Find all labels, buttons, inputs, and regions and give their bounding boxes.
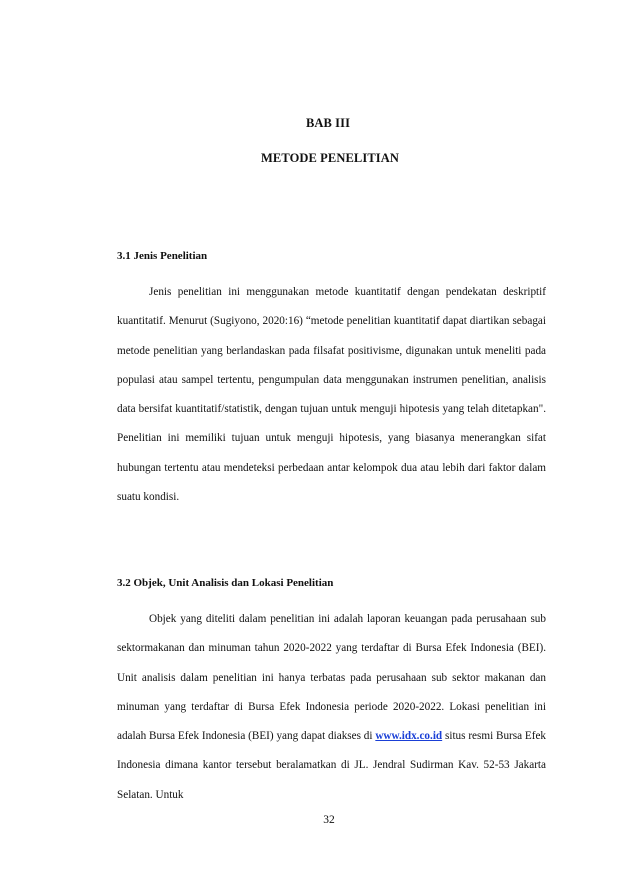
chapter-title: METODE PENELITIAN xyxy=(261,151,399,165)
section-objek-penelitian xyxy=(117,575,546,810)
section-heading: 3.2 Objek, Unit Analisis dan Lokasi Penelitian xyxy=(117,577,334,589)
idx-website-link[interactable]: www.idx.co.id xyxy=(375,730,443,743)
section-paragraph: Jenis penelitian ini menggunakan metode kuantitatif dengan pendekatan deskriptif kuantitatif. Menurut (Sugiyono, 2020:16) “metode penelitian kuantitatif dapat diartikan sebagai metode penelitian yang berlandaskan pada filsafat positivisme, digunakan untuk meneliti pada populasi atau sampel tertentu, pengumpulan data menggunakan instrumen penelitian, analisis data bersifat kuantitatif/statistik, dengan tujuan untuk menguji hipotesis yang telah ditetapkan". Penelitian ini memiliki tujuan untuk menguji hipotesis, yang biasanya menerangkan sifat hubungan tertentu atau mendeteksi perbedaan antar kelompok dua atau lebih dari faktor dalam suatu kondisi. xyxy=(117,286,546,504)
chapter-number: BAB III xyxy=(305,116,351,130)
paragraph-text-part1: Objek yang diteliti dalam penelitian ini adalah laporan keuangan pada perusahaan sub sektormakanan dan minuman tahun 2020-2022 yang terdaftar di Bursa Efek Indonesia (BEI). Unit analisis dalam penelitian ini hanya terbatas pada perusahaan sub sektor makanan dan minuman yang terdaftar di Bursa Efek Indonesia periode 2020-2022. Lokasi penelitian ini adalah Bursa Efek Indonesia (BEI) yang dapat diakses di xyxy=(117,613,546,743)
paragraph-text-part2: situs resmi Bursa Efek Indonesia dimana kantor tersebut beralamatkan di JL. Jendral Sudirman Kav. 52-53 Jakarta Selatan. Untuk xyxy=(117,730,547,801)
page-number: 32 xyxy=(323,814,335,826)
section-heading: 3.1 Jenis Penelitian xyxy=(117,250,208,262)
section-paragraph xyxy=(117,605,546,810)
section-jenis-penelitian xyxy=(117,248,546,512)
